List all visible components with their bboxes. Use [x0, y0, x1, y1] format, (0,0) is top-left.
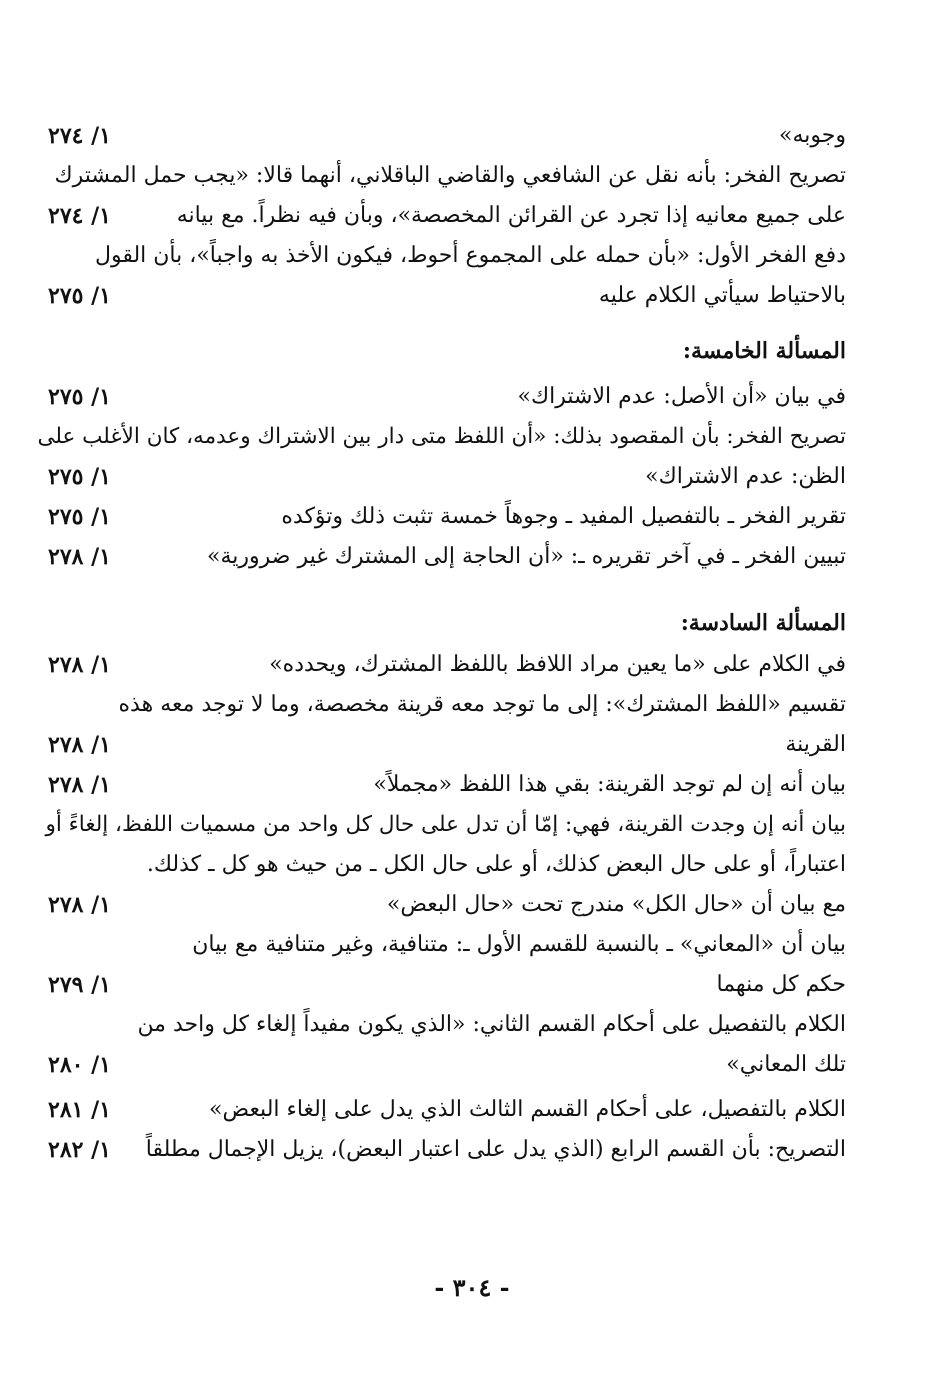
page-reference: ١/ ٢٧٨	[48, 652, 111, 678]
entry-line	[30, 377, 846, 417]
page-reference: ١/ ٢٧٨	[48, 772, 111, 798]
page-reference: ١/ ٢٧٨	[48, 732, 111, 758]
page-number: - ٣٠٤ -	[434, 1273, 510, 1302]
entry-text: تلك المعاني»	[726, 1052, 846, 1077]
entry-line	[30, 276, 846, 316]
entry-line	[30, 196, 846, 236]
entry-line	[30, 1005, 846, 1045]
entry-line	[30, 765, 846, 805]
entry-line	[30, 1045, 846, 1085]
page-reference: ١/ ٢٧٤	[48, 203, 111, 229]
entry-line	[30, 725, 846, 765]
entry-text: التصريح: بأن القسم الرابع (الذي يدل على اعتبار البعض)، يزيل الإجمال مطلقاً	[145, 1137, 846, 1162]
entry-line	[30, 417, 846, 457]
entry-line	[30, 497, 846, 537]
entry-text: حكم كل منهما	[716, 972, 846, 997]
section-heading: المسألة الخامسة:	[682, 338, 846, 364]
entry-line	[30, 685, 846, 725]
entry-text: مع بيان أن «حال الكل» مندرج تحت «حال البعض»	[386, 892, 846, 917]
page-reference: ١/ ٢٨٠	[48, 1052, 111, 1078]
page-reference: ١/ ٢٧٩	[48, 972, 111, 998]
entry-text: القرينة	[785, 732, 846, 757]
entry-line	[30, 845, 846, 885]
page-reference: ١/ ٢٨١	[48, 1097, 111, 1123]
entry-text: الكلام بالتفصيل على أحكام القسم الثاني: «الذي يكون مفيداً إلغاء كل واحد من	[137, 1012, 846, 1037]
entry-line	[30, 645, 846, 685]
page-reference: ١/ ٢٨٢	[48, 1137, 111, 1163]
entry-line	[30, 1090, 846, 1130]
entry-text: بالاحتياط سيأتي الكلام عليه	[598, 283, 846, 308]
entry-line	[30, 537, 846, 577]
page-reference: ١/ ٢٧٨	[48, 892, 111, 918]
entry-text: اعتباراً، أو على حال البعض كذلك، أو على حال الكل ـ من حيث هو كل ـ كذلك.	[146, 852, 846, 877]
entry-text: على جميع معانيه إذا تجرد عن القرائن المخصصة»، وبأن فيه نظراً. مع بيانه	[176, 203, 846, 228]
entry-line	[30, 805, 846, 845]
entry-text: تقرير الفخر ـ بالتفصيل المفيد ـ وجوهاً خمسة تثبت ذلك وتؤكده	[281, 504, 846, 529]
entry-text: في الكلام على «ما يعين مراد اللافظ باللفظ المشترك، ويحدده»	[269, 652, 846, 677]
page-reference: ١/ ٢٧٥	[48, 504, 111, 530]
entry-line	[30, 457, 846, 497]
page-reference: ١/ ٢٧٥	[48, 464, 111, 490]
entry-text: الكلام بالتفصيل، على أحكام القسم الثالث الذي يدل على إلغاء البعض»	[209, 1097, 846, 1122]
entry-text: بيان أنه إن لم توجد القرينة: بقي هذا اللفظ «مجملاً»	[373, 772, 846, 797]
entry-line	[30, 965, 846, 1005]
entry-text: بيان أنه إن وجدت القرينة، فهي: إمّا أن تدل على حال كل واحد من مسميات اللفظ، إلغاءً أو	[45, 812, 846, 837]
entry-line	[30, 116, 846, 156]
page-reference: ١/ ٢٧٨	[48, 544, 111, 570]
entry-text: الظن: عدم الاشتراك»	[645, 464, 846, 489]
entry-text: تبيين الفخر ـ في آخر تقريره ـ: «أن الحاجة إلى المشترك غير ضرورية»	[207, 544, 846, 569]
entry-text: تصريح الفخر: بأنه نقل عن الشافعي والقاضي الباقلاني، أنهما قالا: «يجب حمل المشترك	[54, 163, 846, 188]
entry-line	[30, 1130, 846, 1170]
entry-line	[30, 925, 846, 965]
page-reference: ١/ ٢٧٥	[48, 283, 111, 309]
section-heading: المسألة السادسة:	[680, 610, 846, 636]
entry-line	[30, 156, 846, 196]
entry-text: في بيان «أن الأصل: عدم الاشتراك»	[517, 384, 846, 409]
entry-line	[30, 236, 846, 276]
page-reference: ١/ ٢٧٤	[48, 123, 111, 149]
page-reference: ١/ ٢٧٥	[48, 384, 111, 410]
entry-text: وجوبه»	[779, 123, 846, 148]
entry-text: تقسيم «اللفظ المشترك»: إلى ما توجد معه قرينة مخصصة، وما لا توجد معه هذه	[118, 692, 846, 717]
entry-text: بيان أن «المعاني» ـ بالنسبة للقسم الأول ـ: متنافية، وغير متنافية مع بيان	[192, 932, 846, 957]
entry-line	[30, 885, 846, 925]
entry-text: دفع الفخر الأول: «بأن حمله على المجموع أحوط، فيكون الأخذ به واجباً»، بأن القول	[94, 243, 846, 268]
entry-text: تصريح الفخر: بأن المقصود بذلك: «أن اللفظ متى دار بين الاشتراك وعدمه، كان الأغلب على	[37, 424, 846, 449]
